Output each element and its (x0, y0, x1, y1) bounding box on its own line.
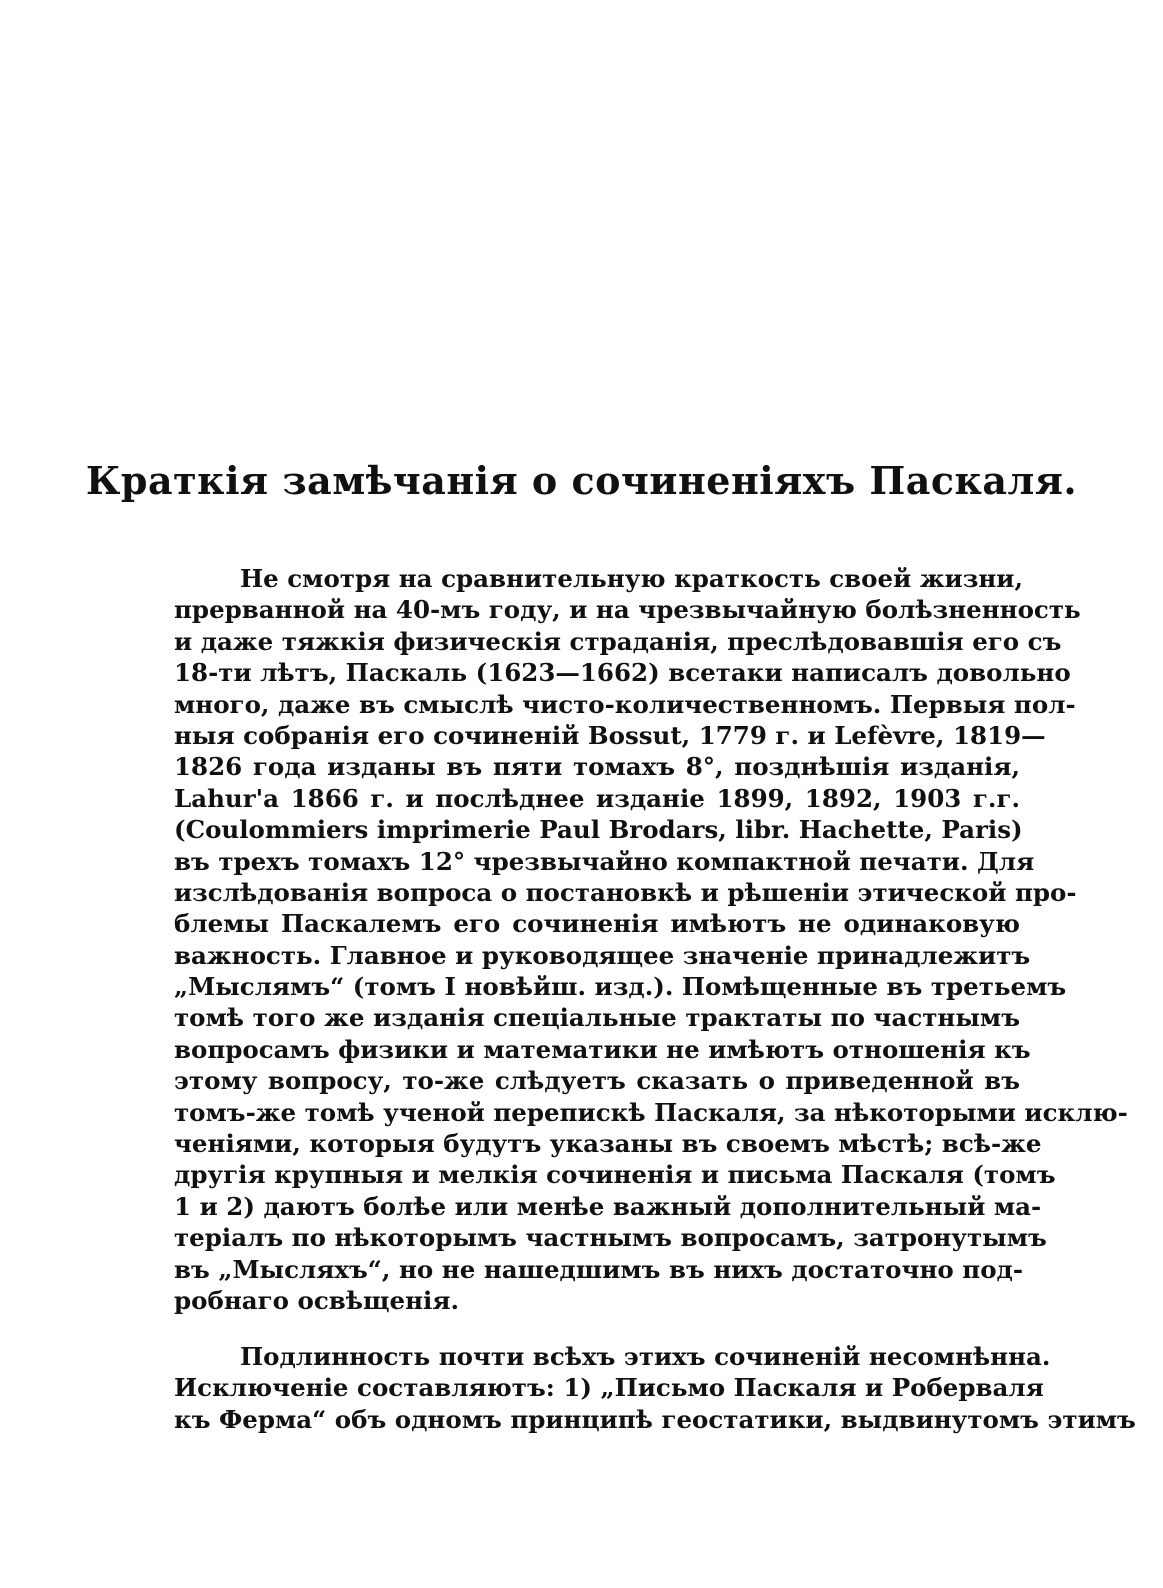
paragraph-2 (174, 1341, 1136, 1435)
text-line: въ „Мысляхъ“, но не нашедшимъ въ нихъ достаточно под- (174, 1254, 1024, 1284)
text-line: этому вопросу, то-же слѣдуетъ сказать о приведенной въ (174, 1066, 1020, 1096)
text-line: прерванной на 40-мъ году, и на чрезвычайную болѣзненность (174, 595, 1081, 625)
text-line: вопросамъ физики и математики не имѣютъ отношенія къ (174, 1034, 1031, 1064)
text-line: 1826 года изданы въ пяти томахъ 8°, позднѣшія изданія, (174, 752, 1020, 782)
text-line: много, даже въ смыслѣ чисто-количественномъ. Первыя пол- (174, 689, 1076, 719)
text-line: ныя собранія его сочиненій Bossut, 1779 г. и Lefèvre, 1819— (174, 720, 1046, 750)
text-line: томѣ того же изданія спеціальные трактаты по частнымъ (174, 1003, 1020, 1033)
text-line: къ Ферма“ объ одномъ принципѣ геостатики, выдвинутомъ этимъ (174, 1404, 1136, 1434)
text-line: 18-ти лѣтъ, Паскаль (1623—1662) всетаки написалъ довольно (174, 658, 1071, 688)
text-line: ченіями, которыя будутъ указаны въ своемъ мѣстѣ; всѣ-же (174, 1129, 1042, 1159)
text-line: 1 и 2) даютъ болѣе или менѣе важный дополнительный ма- (174, 1191, 1042, 1221)
text-line: Подлинность почти всѣхъ этихъ сочиненій несомнѣнна. (240, 1342, 1051, 1371)
text-line: въ трехъ томахъ 12° чрезвычайно компактной печати. Для (174, 846, 1035, 876)
text-line: блемы Паскалемъ его сочиненія имѣютъ не одинаковую (174, 909, 1020, 939)
text-line: другія крупныя и мелкія сочиненія и письма Паскаля (томъ (174, 1160, 1056, 1190)
text-line: (Coulommiers imprimerie Paul Brodars, libr. Hachette, Paris) (174, 815, 1023, 845)
text-line: изслѣдованія вопроса о постановкѣ и рѣшеніи этической про- (174, 877, 1077, 907)
text-line: томъ-же томѣ ученой перепискѣ Паскаля, за нѣкоторыми исклю- (174, 1097, 1128, 1127)
text-line: теріалъ по нѣкоторымъ частнымъ вопросамъ, затронутымъ (174, 1223, 1047, 1253)
text-line: робнаго освѣщенія. (174, 1285, 459, 1315)
text-line: важность. Главное и руководящее значеніе принадлежитъ (174, 940, 1031, 970)
text-line: Не смотря на сравнительную краткость своей жизни, (240, 564, 1023, 593)
text-line: Исключеніе составляютъ: 1) „Письмо Паскаля и Роберваля (174, 1373, 1044, 1403)
text-line: и даже тяжкія физическія страданія, преслѣдовавшія его съ (174, 626, 1062, 656)
text-line: „Мыслямъ“ (томъ I новѣйш. изд.). Помѣщенные въ третьемъ (174, 972, 1067, 1002)
page-title: Краткія замѣчанія о сочиненіяхъ Паскаля. (85, 458, 1078, 503)
text-line: Lahur'a 1866 г. и послѣднее изданіе 1899, 1892, 1903 г.г. (174, 783, 1020, 813)
paragraph-1 (174, 563, 1128, 1316)
